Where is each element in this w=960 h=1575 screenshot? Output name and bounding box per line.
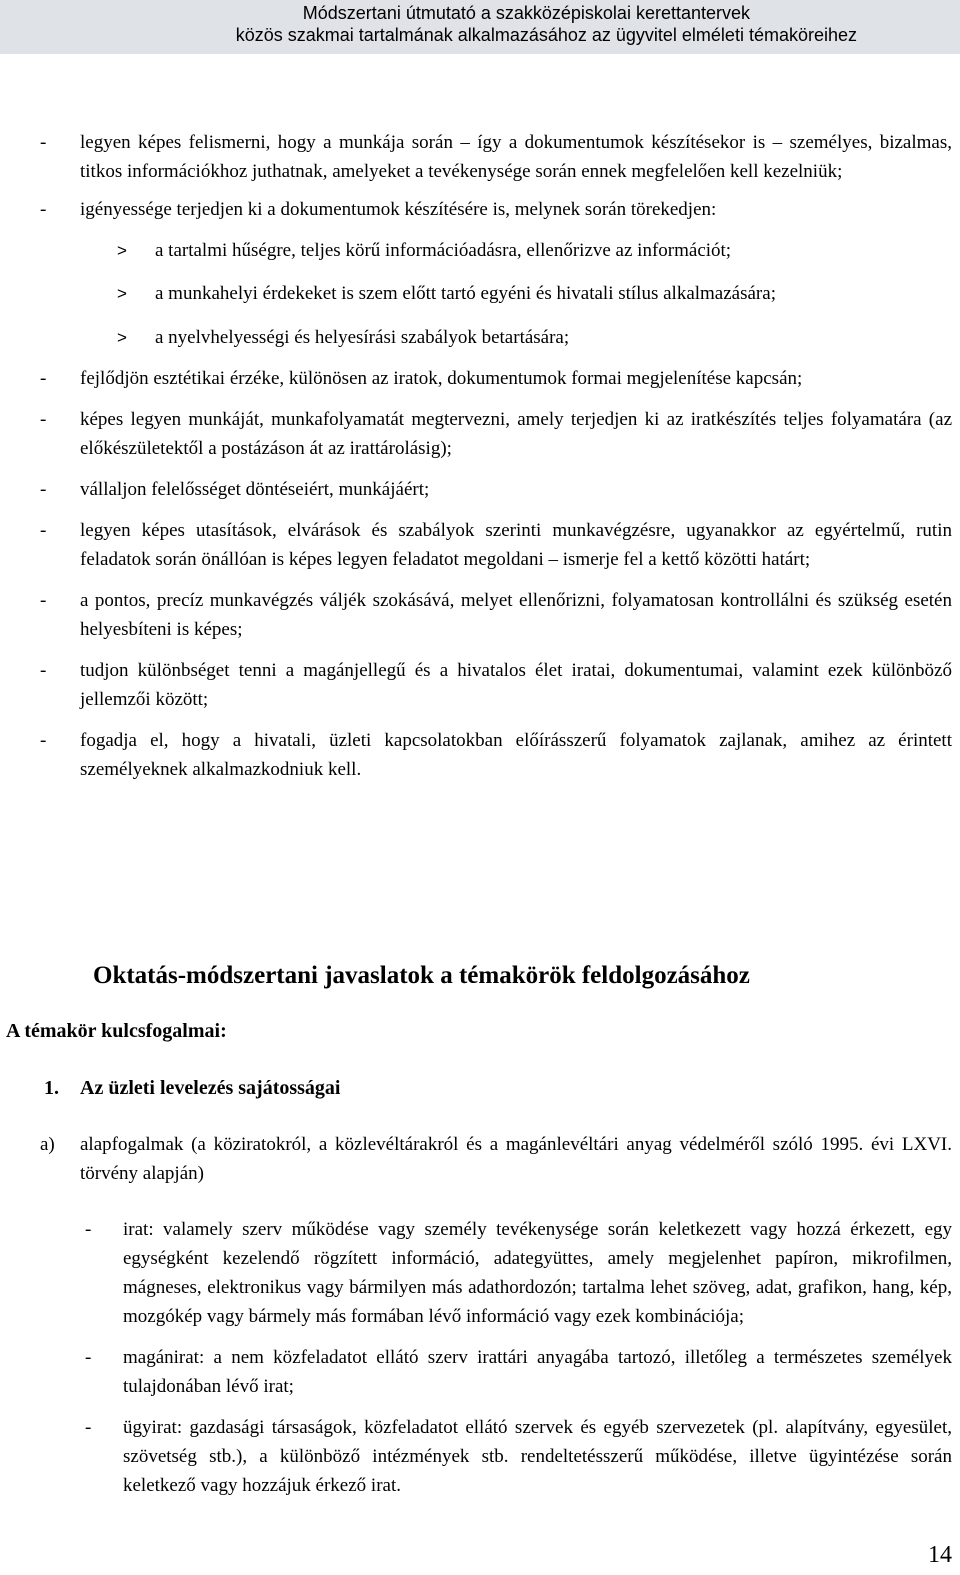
- list-number: 1.: [44, 1077, 59, 1099]
- definition-text: : a nem közfeladatot ellátó szerv irattári anyagába tartozó, illetőleg a természetes személyek tulajdonában lévő irat;: [123, 1347, 952, 1397]
- definition-term: irat: [123, 1219, 149, 1240]
- dash-bullet: -: [85, 1347, 92, 1368]
- list-item: - a pontos, precíz munkavégzés váljék szokásává, melyet ellenőrizni, folyamatosan kontrollálni és szükség esetén helyesbíteni is képes;: [40, 586, 952, 644]
- header-line-2: közös szakmai tartalmának alkalmazásához az ügyvitel elméleti témaköreihez: [235, 25, 857, 45]
- list-item: - vállaljon felelősséget döntéseiért, munkájáért;: [40, 475, 952, 504]
- definition-text: : valamely szerv működése vagy személy tevékenysége során keletkezett vagy hozzá érkezett, egy egységként kezelendő rögzített információ, adategyüttes, amely megjelenhet papíron, mikrofilmen, mágneses, elektronikus vagy bármilyen más adathordozón; tartalma lehet szöveg, adat, grafikon, hang, kép, mozgókép vagy bármely más formában lévő információ vagy ezek kombinációja;: [123, 1219, 952, 1327]
- section-title: Oktatás-módszertani javaslatok a témakörök feldolgozásához: [93, 962, 750, 989]
- list-item: - legyen képes felismerni, hogy a munkája során – így a dokumentumok készítésekor is – személyes, bizalmas, titkos információkhoz juthatnak, amelyeket a tevékenysége során ennek megfelelően kell kezelniük;: [40, 128, 952, 186]
- definition-term: magánirat: [123, 1347, 199, 1368]
- definition-item: [85, 1215, 952, 1331]
- list-item: - legyen képes utasítások, elvárások és szabályok szerinti munkavégzésre, ugyanakkor az egyértelmű, rutin feladatok során önállóan is képes legyen feladatot megoldani – ismerje fel a kettő közötti határt;: [40, 516, 952, 574]
- dash-bullet: -: [40, 199, 47, 220]
- sublist-item: > a munkahelyi érdekeket is szem előtt tartó egyéni és hivatali stílus alkalmazására;: [117, 277, 952, 311]
- numbered-heading: 1. Az üzleti levelezés sajátosságai: [44, 1074, 952, 1103]
- arrow-bullet-icon: >: [117, 328, 127, 347]
- header-line-1: Módszertani útmutató a szakközépiskolai kerettantervek: [302, 3, 750, 23]
- list-item: - képes legyen munkáját, munkafolyamatát megtervezni, amely terjedjen ki az iratkészítés teljes folyamatára (az előkészületektől a postázáson át az irattárolásig);: [40, 405, 952, 463]
- list-1: [0, 128, 960, 784]
- dash-bullet: -: [40, 132, 47, 153]
- dash-bullet: -: [40, 479, 47, 500]
- dash-bullet: -: [40, 368, 47, 389]
- definition-item: [85, 1413, 952, 1500]
- dash-bullet: -: [40, 409, 47, 430]
- dash-bullet: -: [40, 730, 47, 751]
- definition-text: : gazdasági társaságok, közfeladatot ellátó szervek és egyéb szervezetek (pl. alapítvány, egyesület, szövetség stb.), a különböző intézmények stb. rendeltetésszerű működése, illetve ügyintézése során keletkező vagy hozzájuk érkező irat.: [123, 1417, 952, 1496]
- sublist-item: > a tartalmi hűségre, teljes körű információadásra, ellenőrizve az információt;: [117, 236, 952, 265]
- definition-item: [85, 1343, 952, 1401]
- subsection-title: A témakör kulcsfogalmai:: [6, 1020, 227, 1042]
- running-header: [0, 0, 960, 54]
- key-concepts: [0, 1074, 960, 1500]
- page-number: 14: [928, 1542, 952, 1568]
- list-item: - tudjon különbséget tenni a magánjellegű és a hivatalos élet iratai, dokumentumai, valamint ezek különböző jellemzői között;: [40, 656, 952, 714]
- arrow-bullet-icon: >: [117, 241, 127, 260]
- dash-bullet: -: [40, 660, 47, 681]
- list-letter: a): [40, 1134, 55, 1155]
- list-item: - igényessége terjedjen ki a dokumentumok készítésére is, melynek során törekedjen:: [40, 195, 952, 224]
- dash-bullet: -: [40, 590, 47, 611]
- sublist-item: > a nyelvhelyességi és helyesírási szabályok betartására;: [117, 323, 952, 352]
- list-item: - fogadja el, hogy a hivatali, üzleti kapcsolatokban előírásszerű folyamatok zajlanak, amihez az érintett személyeknek alkalmazkodniuk kell.: [40, 726, 952, 784]
- alpha-item: a) alapfogalmak (a köziratokról, a közlevéltárakról és a magánlevéltári anyag védelméről szóló 1995. évi LXVI. törvény alapján): [40, 1130, 952, 1188]
- dash-bullet: -: [85, 1417, 92, 1438]
- arrow-bullet-icon: >: [117, 284, 127, 303]
- dash-bullet: -: [85, 1219, 92, 1240]
- dash-bullet: -: [40, 520, 47, 541]
- list-item: - fejlődjön esztétikai érzéke, különösen az iratok, dokumentumok formai megjelenítése kapcsán;: [40, 364, 952, 393]
- definition-term: ügyirat: [123, 1417, 177, 1438]
